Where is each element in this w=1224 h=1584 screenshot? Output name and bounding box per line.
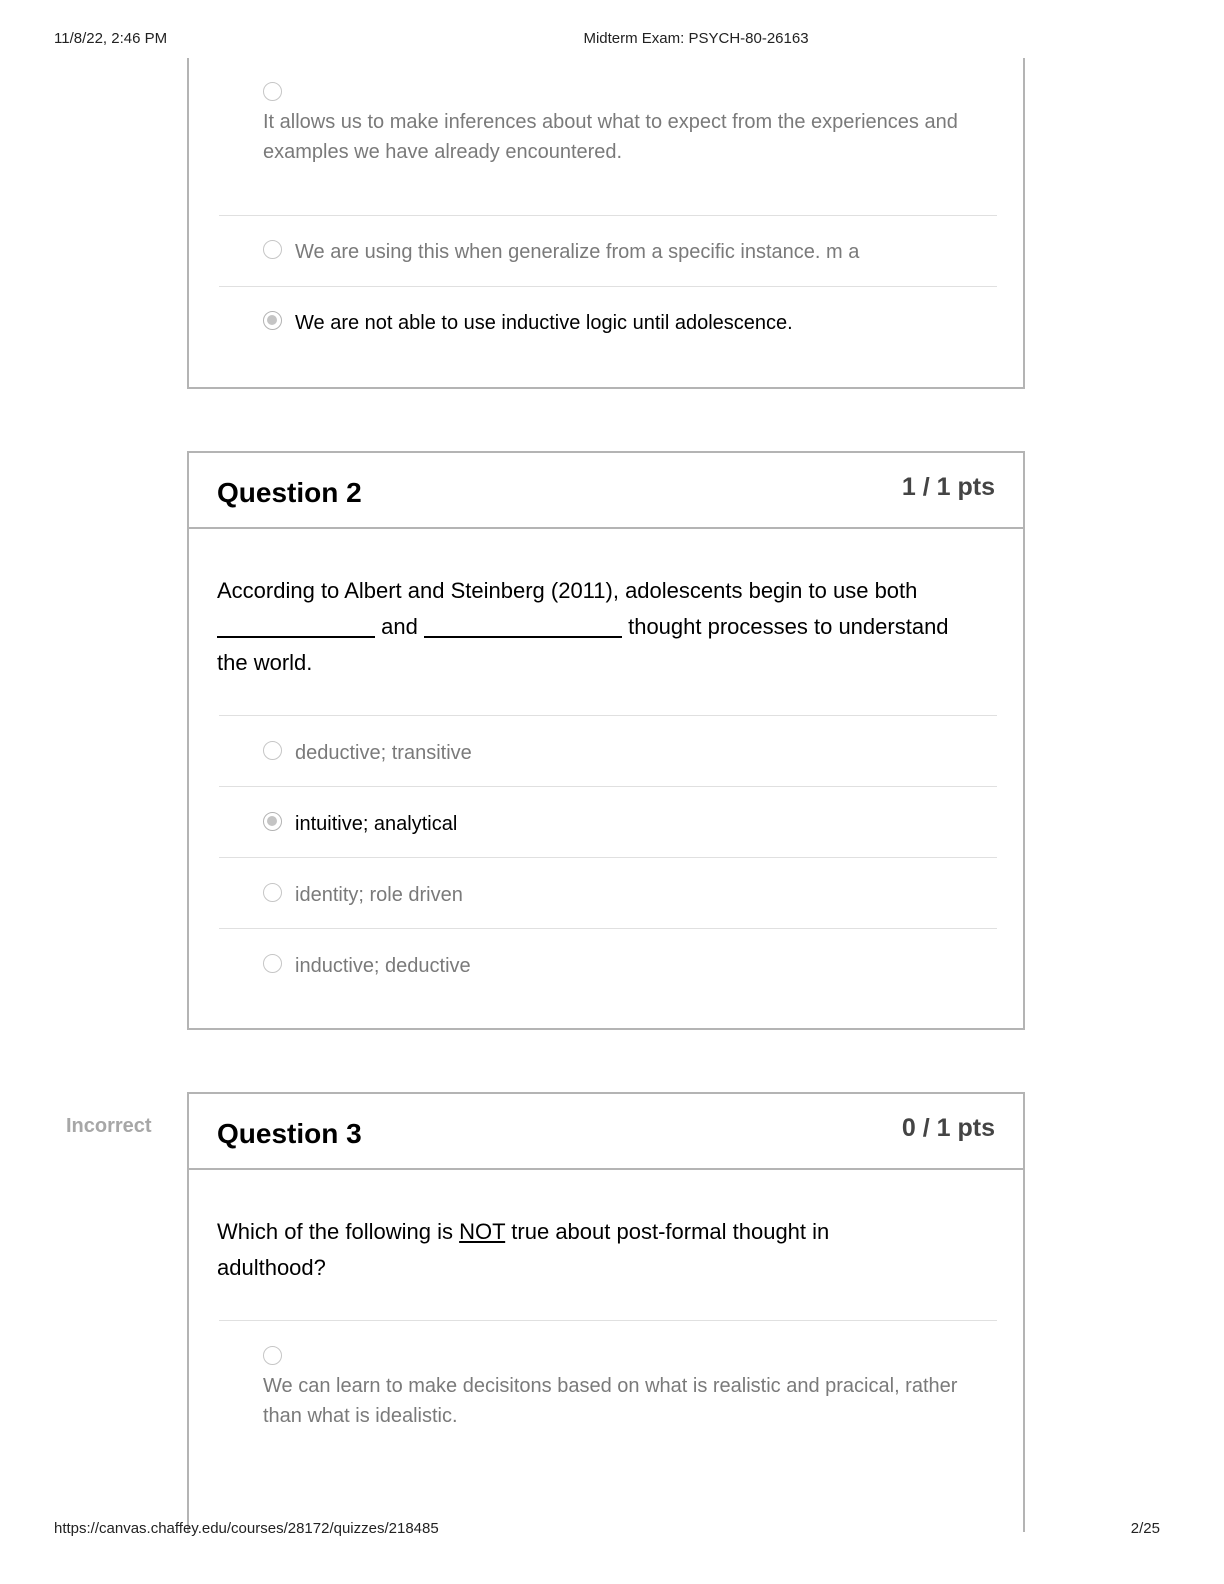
question-header	[189, 453, 1023, 529]
question-text	[217, 573, 987, 681]
incorrect-label: Incorrect	[66, 1115, 152, 1137]
print-footer	[0, 1520, 1224, 1540]
answer-label: inductive; deductive	[295, 955, 471, 977]
question-3-card	[187, 1092, 1025, 1532]
radio-button-selected-icon[interactable]	[263, 812, 282, 831]
print-datetime: 11/8/22, 2:46 PM	[54, 30, 168, 47]
question-text-part: According to Albert and Steinberg (2011), adolescents begin to use both	[217, 578, 918, 603]
answer-option[interactable]	[263, 952, 973, 986]
question-text-part: thought processes to understand	[628, 614, 949, 639]
print-page-number: 2/25	[1130, 1520, 1160, 1537]
answer-option[interactable]	[263, 80, 973, 170]
fill-blank	[217, 612, 375, 638]
answer-label: deductive; transitive	[295, 742, 472, 764]
radio-button-selected-icon[interactable]	[263, 311, 282, 330]
answer-option[interactable]	[263, 739, 973, 773]
radio-button-icon[interactable]	[263, 954, 282, 973]
question-1-card	[187, 58, 1025, 389]
divider	[219, 857, 997, 858]
divider	[219, 786, 997, 787]
answer-option-selected[interactable]	[263, 310, 973, 344]
print-url[interactable]: https://canvas.chaffey.edu/courses/28172/quizzes/218485	[54, 1520, 439, 1537]
question-points: 1 / 1 pts	[901, 473, 995, 501]
radio-button-icon[interactable]	[263, 82, 282, 101]
answer-label: It allows us to make inferences about what to expect from the experiences and examples we have already encountered.	[263, 111, 958, 163]
answer-option[interactable]	[263, 238, 973, 272]
question-text-emphasis: NOT	[459, 1219, 506, 1244]
answer-label: We can learn to make decisitons based on what is realistic and pracical, rather than what is idealistic.	[263, 1375, 958, 1427]
answer-option[interactable]	[263, 1344, 973, 1434]
radio-button-icon[interactable]	[263, 883, 282, 902]
print-header	[0, 30, 1224, 50]
divider	[219, 715, 997, 716]
question-text	[217, 1214, 987, 1286]
divider	[219, 286, 997, 287]
question-text-part: adulthood?	[217, 1255, 326, 1280]
question-2-card	[187, 451, 1025, 1030]
question-text-part: and	[381, 614, 418, 639]
answer-option-selected[interactable]	[263, 810, 973, 844]
radio-button-icon[interactable]	[263, 741, 282, 760]
answer-option[interactable]	[263, 881, 973, 915]
question-header	[189, 1094, 1023, 1170]
question-title: Question 3	[217, 1118, 362, 1149]
divider	[219, 215, 997, 216]
fill-blank	[424, 612, 622, 638]
question-text-part: Which of the following is	[217, 1219, 453, 1244]
print-page-title: Midterm Exam: PSYCH-80-26163	[583, 30, 809, 47]
question-points: 0 / 1 pts	[901, 1114, 995, 1142]
divider	[219, 1320, 997, 1321]
radio-button-icon[interactable]	[263, 1346, 282, 1365]
divider	[219, 928, 997, 929]
answer-label: identity; role driven	[295, 884, 463, 906]
answer-label: We are not able to use inductive logic until adolescence.	[295, 312, 793, 334]
answer-label: intuitive; analytical	[295, 813, 458, 835]
radio-button-icon[interactable]	[263, 240, 282, 259]
question-title: Question 2	[217, 477, 362, 508]
answer-label: We are using this when generalize from a specific instance. m a	[295, 241, 860, 263]
question-text-part: true about post-formal thought in	[511, 1219, 830, 1244]
question-text-part: the world.	[217, 650, 313, 675]
